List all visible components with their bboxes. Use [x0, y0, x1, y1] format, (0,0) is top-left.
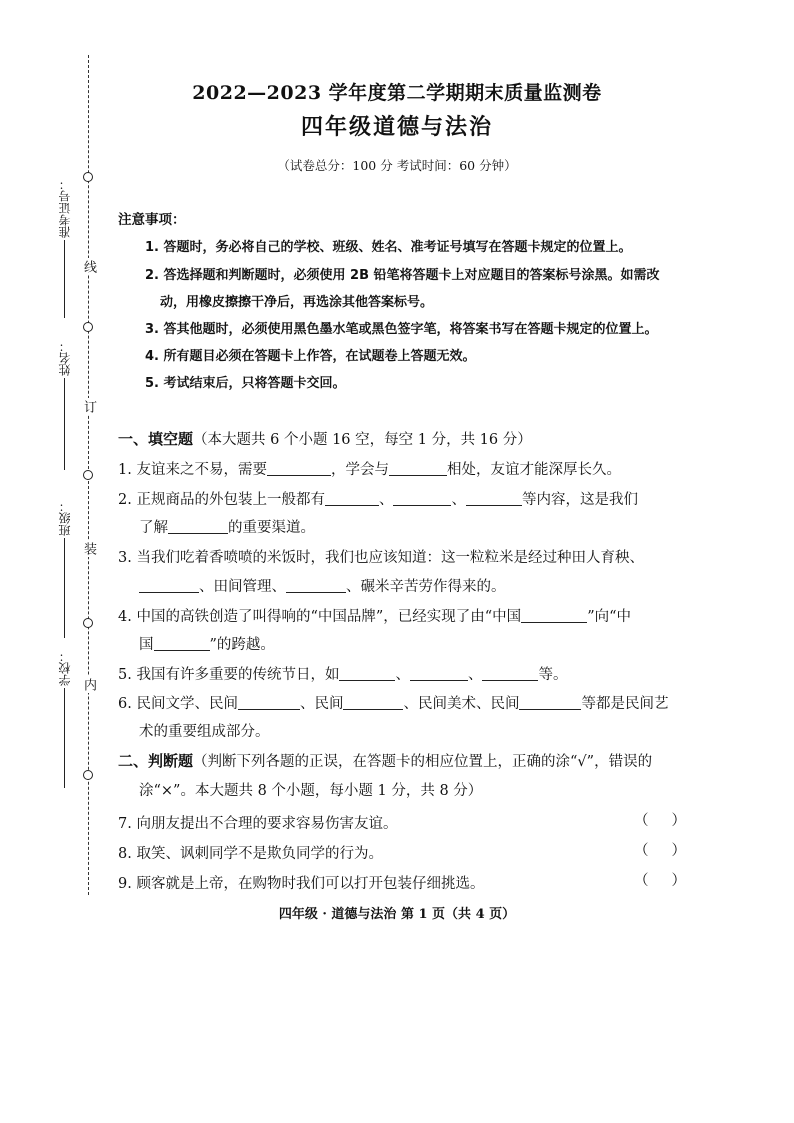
binding-mark-bind: 装	[81, 542, 96, 555]
answer-blank	[393, 491, 451, 506]
notice-heading: 注意事项：	[118, 212, 186, 228]
question-1: 1. 友谊来之不易，需要 ，学会与 相处，友谊才能深厚长久。	[118, 462, 621, 478]
answer-blank	[482, 666, 538, 681]
exam-subject: 四年级道德与法治	[300, 114, 493, 140]
answer-parentheses: （ ）	[634, 873, 686, 889]
question-9: 9. 顾客就是上帝，在购物时我们可以打开包装仔细挑选。	[118, 876, 485, 892]
answer-blank	[343, 695, 403, 710]
notice-item: 动，用橡皮擦擦干净后，再选涂其他答案标号。	[160, 295, 434, 310]
binding-mark-inside: 内	[81, 678, 96, 691]
answer-parentheses: （ ）	[634, 843, 686, 859]
class-field: 班级：	[56, 500, 73, 638]
answer-blank	[339, 666, 395, 681]
section-true-false-title: 二、判断题（判断下列各题的正误，在答题卡的相应位置上，正确的涂“√”，错误的	[118, 752, 653, 770]
notice-item: 5. 考试结束后，只将答题卡交回。	[145, 376, 346, 391]
question-3: 3. 当我们吃着香喷喷的米饭时，我们也应该知道：这一粒粒米是经过种田人育秧、	[118, 550, 644, 566]
answer-blank	[466, 491, 522, 506]
question-4: 4. 中国的高铁创造了叫得响的“中国品牌”，已经实现了由“中国 ”向“中	[118, 609, 632, 625]
school-field: 学校：	[56, 650, 73, 788]
question-6-cont: 术的重要组成部分。	[139, 724, 270, 740]
question-5: 5. 我国有许多重要的传统节日，如 、 、 等。	[118, 667, 568, 683]
exam-number-field: 准考证号：	[56, 178, 73, 318]
question-6: 6. 民间文学、民间 、民间 、民间美术、民间 等都是民间艺	[118, 696, 669, 712]
question-3-cont: 、田间管理、 、碾米辛苦劳作得来的。	[139, 575, 506, 596]
section-fill-blank-title: 一、填空题（本大题共 6 个小题 16 空，每空 1 分，共 16 分）	[118, 430, 532, 448]
binding-hole	[83, 470, 93, 480]
answer-blank	[154, 636, 210, 651]
exam-info: （试卷总分：100 分 考试时间：60 分钟）	[277, 158, 517, 173]
answer-blank	[325, 491, 379, 506]
section-true-false-desc: 涂“×”。本大题共 8 个小题，每小题 1 分，共 8 分）	[139, 783, 483, 799]
question-7: 7. 向朋友提出不合理的要求容易伤害友谊。	[118, 816, 398, 832]
notice-item: 1. 答题时，务必将自己的学校、班级、姓名、准考证号填写在答题卡规定的位置上。	[145, 240, 632, 255]
answer-blank	[267, 461, 331, 476]
binding-hole	[83, 770, 93, 780]
notice-item: 3. 答其他题时，必须使用黑色墨水笔或黑色签字笔，将答案书写在答题卡规定的位置上。	[145, 322, 658, 337]
notice-item: 4. 所有题目必须在答题卡上作答，在试题卷上答题无效。	[145, 349, 476, 364]
binding-mark-line: 线	[81, 260, 96, 273]
notice-item: 2. 答选择题和判断题时，必须使用 2B 铅笔将答题卡上对应题目的答案标号涂黑。如需改	[145, 268, 660, 283]
exam-title: 2022—2023 学年度第二学期期末质量监测卷	[192, 82, 602, 104]
binding-hole	[83, 618, 93, 628]
binding-mark-order: 订	[81, 400, 96, 413]
question-8: 8. 取笑、讽刺同学不是欺负同学的行为。	[118, 846, 383, 862]
question-4-cont: 国 ”的跨越。	[139, 637, 275, 653]
answer-blank	[168, 519, 228, 534]
answer-blank	[139, 578, 199, 593]
name-field: 姓名：	[56, 340, 73, 470]
binding-hole	[83, 322, 93, 332]
answer-blank	[521, 608, 587, 623]
question-2: 2. 正规商品的外包装上一般都有 、 、 等内容，这是我们	[118, 492, 638, 508]
answer-blank	[286, 578, 346, 593]
answer-blank	[519, 695, 581, 710]
page-footer: 四年级 · 道德与法治 第 1 页（共 4 页）	[278, 907, 516, 922]
answer-blank	[410, 666, 468, 681]
question-2-cont: 了解 的重要渠道。	[139, 520, 315, 536]
answer-parentheses: （ ）	[634, 813, 686, 829]
answer-blank	[238, 695, 300, 710]
answer-blank	[389, 461, 447, 476]
